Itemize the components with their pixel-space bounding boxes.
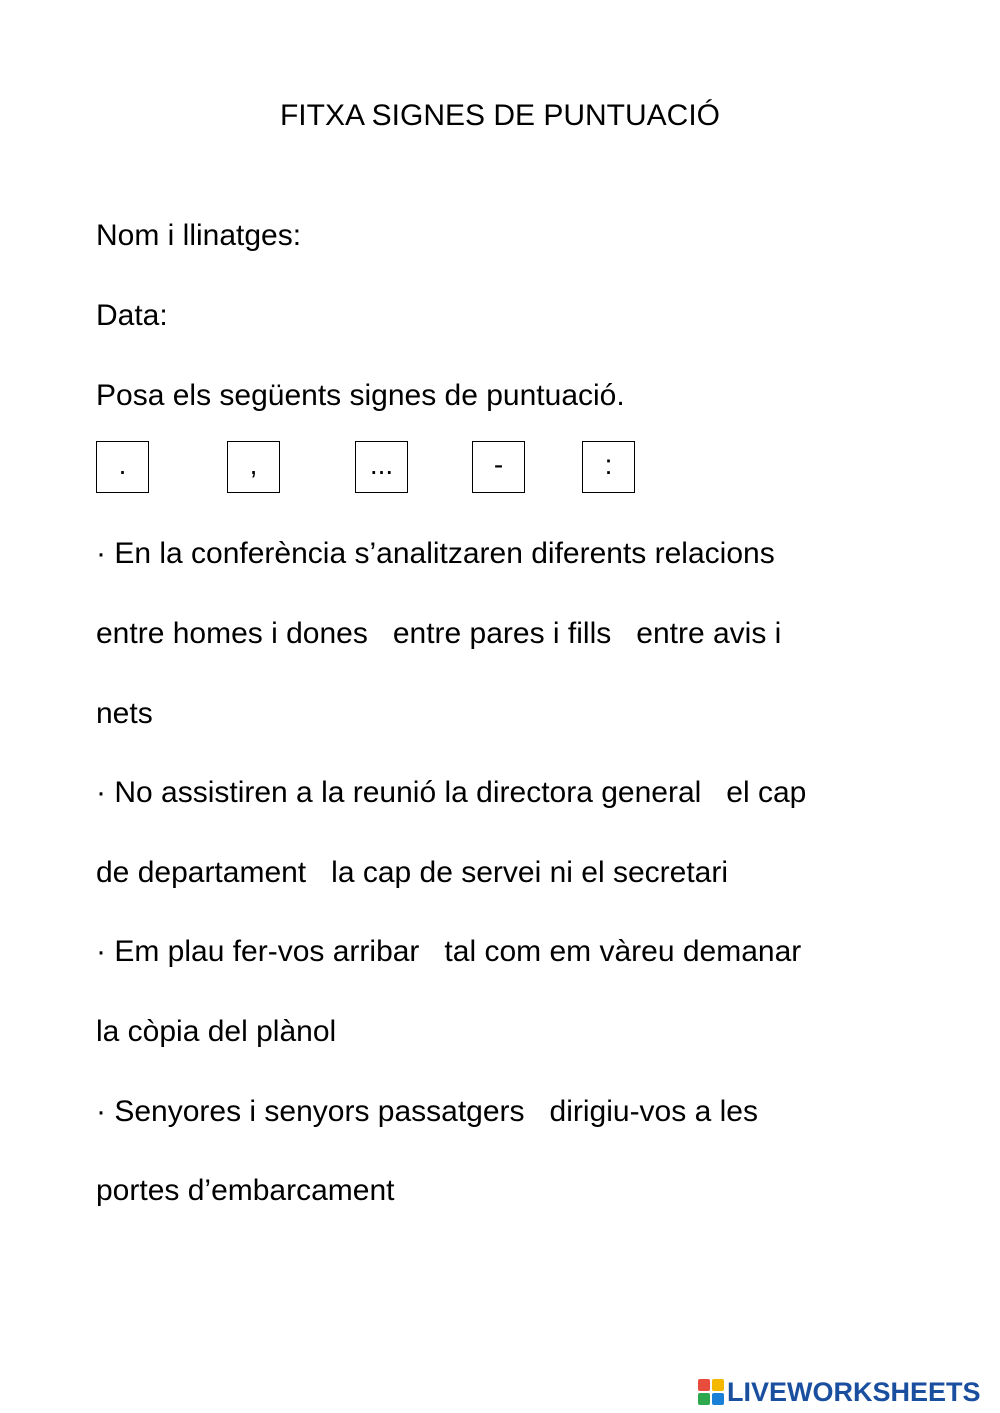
- symbol-box-ellipsis[interactable]: ...: [355, 441, 408, 493]
- name-label: Nom i llinatges:: [96, 219, 302, 252]
- sentence-line: la còpia del plànol: [96, 1015, 337, 1048]
- logo-square-blue: [712, 1393, 724, 1405]
- sentence-line: · Em plau fer-vos arribar tal com em vàreu demanar: [96, 935, 802, 968]
- instruction-text: Posa els següents signes de puntuació.: [96, 379, 625, 412]
- sentence-line: de departament la cap de servei ni el secretari: [96, 856, 729, 889]
- sentence-line: · En la conferència s’analitzaren diferents relacions: [96, 537, 775, 570]
- sentence-line: entre homes i dones entre pares i fills entre avis i: [96, 617, 782, 650]
- logo-square-red: [698, 1379, 710, 1391]
- liveworksheets-logo-icon: [698, 1379, 724, 1405]
- symbol-box-dash[interactable]: -: [472, 441, 525, 493]
- sentence-line: nets: [96, 697, 153, 730]
- liveworksheets-logo: [698, 1377, 981, 1407]
- logo-square-green: [698, 1393, 710, 1405]
- sentence-line: · No assistiren a la reunió la directora general el cap: [96, 776, 807, 809]
- logo-square-yellow: [712, 1379, 724, 1391]
- sentence-line: portes d’embarcament: [96, 1174, 395, 1207]
- date-label: Data:: [96, 299, 168, 332]
- page-title: FITXA SIGNES DE PUNTUACIÓ: [279, 99, 721, 132]
- symbol-box-comma[interactable]: ,: [227, 441, 280, 493]
- symbol-box-period[interactable]: .: [96, 441, 149, 493]
- logo-text: LIVEWORKSHEETS: [727, 1376, 981, 1407]
- sentence-line: · Senyores i senyors passatgers dirigiu-vos a les: [96, 1095, 758, 1128]
- symbol-box-colon[interactable]: :: [582, 441, 635, 493]
